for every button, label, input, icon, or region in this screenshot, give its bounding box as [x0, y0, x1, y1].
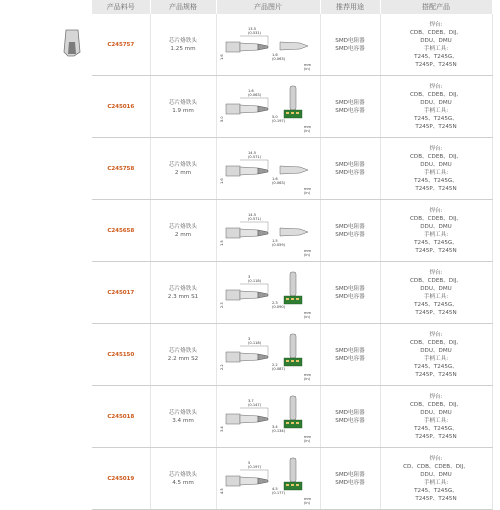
table-row: [92, 14, 492, 76]
usage-cell: [320, 14, 380, 76]
dimension-value-2-in: (0.177): [272, 490, 286, 495]
dimension-value-1-in: (0.118): [248, 278, 262, 283]
compatible-item: 手柄工具:: [423, 45, 449, 52]
compatible-item: DDU、DMU: [420, 471, 452, 478]
header-picture: 产品图片: [216, 0, 320, 14]
smd-pad: [286, 298, 289, 300]
table-header-row: [92, 0, 492, 14]
usage-item: SMD电容器: [335, 417, 365, 424]
smd-pad: [286, 484, 289, 486]
dimension-value-2: 2.3: [272, 300, 278, 305]
product-drawing-cell: [216, 386, 320, 448]
product-drawing-cell: [216, 14, 320, 76]
tip-shaft: [240, 477, 258, 485]
usage-cell: [320, 138, 380, 200]
tip-drawing: [218, 264, 318, 322]
usage-item: SMD电阻器: [335, 99, 365, 106]
spec-name: 芯片烙铁头: [169, 161, 197, 168]
tip-drawing: [218, 16, 318, 74]
compatible-item: T245、T245G、: [414, 425, 458, 432]
tip-shaft: [240, 105, 258, 113]
dimension-value-2: 1.6: [272, 52, 278, 57]
compatible-item: T245P、T245N: [415, 371, 457, 378]
spec-name: 芯片烙铁头: [169, 409, 197, 416]
dimension-value-2-in: (0.059): [272, 242, 286, 247]
unit-mm: mm: [304, 434, 312, 439]
tip-end: [258, 354, 268, 360]
spec-cell: [150, 14, 216, 76]
compatible-item: CDB、CDEB、DIJ、: [409, 91, 463, 98]
compatible-item: T245、T245G、: [414, 487, 458, 494]
tip-drawing: [218, 450, 318, 508]
dimension-value-1: 1.6: [248, 88, 254, 93]
table-row: [92, 138, 492, 200]
compatible-item: DDU、DMU: [420, 99, 452, 106]
spec-size: 4.5 mm: [172, 479, 194, 486]
part-number: C245658: [92, 200, 150, 262]
tip-detail: [280, 166, 308, 174]
tip-shaft: [240, 43, 258, 51]
cartridge-body: [226, 228, 240, 238]
compatible-item: DDU、DMU: [420, 37, 452, 44]
spec-cell: [150, 138, 216, 200]
compatible-item: T245P、T245N: [415, 247, 457, 254]
smd-pad: [291, 112, 294, 114]
header-part-number: 产品料号: [92, 0, 150, 14]
part-number: C245017: [92, 262, 150, 324]
usage-item: SMD电容器: [335, 231, 365, 238]
tip-end: [258, 478, 268, 484]
spec-size: 2 mm: [174, 169, 192, 176]
spec-name: 芯片烙铁头: [169, 471, 197, 478]
compatible-item: CDB、CDEB、DIJ、: [409, 277, 463, 284]
cartridge-body: [226, 352, 240, 362]
compatible-item: 焊台:: [429, 21, 443, 28]
dimension-value-1: 5: [248, 460, 251, 465]
unit-mm: mm: [304, 124, 312, 129]
compatible-item: CDB、CDEB、DIJ、: [409, 215, 463, 222]
dimension-value-2-in: (0.063): [272, 56, 286, 61]
spec-cell: [150, 200, 216, 262]
compatible-cell: [380, 262, 492, 324]
unit-in: (in): [304, 438, 311, 443]
dimension-value-1-in: (0.197): [248, 464, 262, 469]
tip-drawing: [218, 202, 318, 260]
unit-in: (in): [304, 128, 311, 133]
unit-in: (in): [304, 252, 311, 257]
usage-item: SMD电阻器: [335, 37, 365, 44]
compatible-item: T245P、T245N: [415, 433, 457, 440]
unit-mm: mm: [304, 248, 312, 253]
product-drawing-cell: [216, 200, 320, 262]
compatible-item: DDU、DMU: [420, 223, 452, 230]
side-dimension: 2.3: [220, 301, 224, 308]
tip-detail: [280, 228, 308, 236]
dimension-value-1-in: (0.118): [248, 340, 262, 345]
dimension-value-1-in: (0.531): [248, 30, 262, 35]
tip-shaft: [240, 291, 258, 299]
spec-cell: [150, 448, 216, 510]
cartridge-body: [226, 476, 240, 486]
usage-item: SMD电阻器: [335, 285, 365, 292]
usage-cell: [320, 324, 380, 386]
unit-in: (in): [304, 190, 311, 195]
smd-pad: [291, 360, 294, 362]
product-spec-table: [92, 0, 493, 510]
compatible-item: 手柄工具:: [423, 417, 449, 424]
compatible-item: 焊台:: [429, 455, 443, 462]
compatible-item: CDB、CDEB、DIJ、: [409, 401, 463, 408]
usage-item: SMD电阻器: [335, 409, 365, 416]
spec-name: 芯片烙铁头: [169, 37, 197, 44]
unit-mm: mm: [304, 186, 312, 191]
usage-item: SMD电容器: [335, 107, 365, 114]
side-dimension: 1.6: [220, 53, 224, 60]
dimension-value-2-in: (0.087): [272, 366, 286, 371]
part-number: C245018: [92, 386, 150, 448]
compatible-item: 焊台:: [429, 145, 443, 152]
product-drawing-cell: [216, 138, 320, 200]
header-usage: 推荐用途: [320, 0, 380, 14]
usage-cell: [320, 262, 380, 324]
cartridge-body: [226, 414, 240, 424]
part-number: C245016: [92, 76, 150, 138]
compatible-item: 焊台:: [429, 269, 443, 276]
table-row: [92, 262, 492, 324]
dimension-value-1: 3.7: [248, 398, 254, 403]
header-compatible: 搭配产品: [380, 0, 492, 14]
compatible-item: T245、T245G、: [414, 53, 458, 60]
compatible-cell: [380, 76, 492, 138]
usage-item: SMD电容器: [335, 293, 365, 300]
usage-item: SMD电容器: [335, 355, 365, 362]
dimension-value-1-in: (0.571): [248, 216, 262, 221]
usage-cell: [320, 200, 380, 262]
tip-shaft: [240, 167, 258, 175]
dimension-value-2: 1.5: [272, 238, 278, 243]
tip-end: [258, 106, 268, 112]
compatible-item: T245、T245G、: [414, 115, 458, 122]
tip-drawing: [218, 140, 318, 198]
tip-vertical: [290, 396, 296, 420]
tip-end: [258, 44, 268, 50]
tip-drawing: [218, 388, 318, 446]
thumbnail-column: [0, 0, 92, 500]
compatible-cell: [380, 200, 492, 262]
usage-item: SMD电阻器: [335, 223, 365, 230]
dimension-value-2-in: (0.063): [272, 180, 286, 185]
cartridge-body: [226, 290, 240, 300]
compatible-item: T245P、T245N: [415, 185, 457, 192]
unit-in: (in): [304, 66, 311, 71]
side-dimension: 1.6: [220, 177, 224, 184]
product-drawing-cell: [216, 262, 320, 324]
spec-cell: [150, 76, 216, 138]
compatible-item: T245、T245G、: [414, 301, 458, 308]
smd-pad: [296, 298, 299, 300]
tip-vertical: [290, 334, 296, 358]
compatible-item: T245P、T245N: [415, 123, 457, 130]
side-dimension: 4.5: [220, 487, 224, 494]
compatible-cell: [380, 14, 492, 76]
compatible-item: T245P、T245N: [415, 309, 457, 316]
table-row: [92, 76, 492, 138]
dimension-value-2-in: (0.197): [272, 118, 286, 123]
usage-item: SMD电容器: [335, 479, 365, 486]
smd-pad: [296, 484, 299, 486]
part-number: C245019: [92, 448, 150, 510]
dimension-value-1: 14.5: [248, 150, 257, 155]
compatible-item: 焊台:: [429, 393, 443, 400]
spec-name: 芯片烙铁头: [169, 285, 197, 292]
smd-pad: [286, 360, 289, 362]
dimension-value-2: 4.5: [272, 486, 278, 491]
usage-cell: [320, 448, 380, 510]
tip-shaft: [240, 229, 258, 237]
tip-end: [258, 168, 268, 174]
smd-pad: [296, 360, 299, 362]
side-dimension: 1.5: [220, 239, 224, 246]
dimension-value-2: 1.6: [272, 176, 278, 181]
compatible-cell: [380, 448, 492, 510]
unit-mm: mm: [304, 310, 312, 315]
dimension-value-1-in: (0.571): [248, 154, 262, 159]
unit-mm: mm: [304, 372, 312, 377]
compatible-item: DDU、DMU: [420, 285, 452, 292]
side-dimension: 2.2: [220, 363, 224, 370]
tip-end: [258, 230, 268, 236]
dimension-value-1-in: (0.147): [248, 402, 262, 407]
spec-size: 1.25 mm: [170, 45, 196, 52]
smd-pad: [296, 112, 299, 114]
table-row: [92, 200, 492, 262]
unit-mm: mm: [304, 62, 312, 67]
tip-vertical: [290, 458, 296, 482]
compatible-item: DDU、DMU: [420, 409, 452, 416]
spec-name: 芯片烙铁头: [169, 347, 197, 354]
table-row: [92, 448, 492, 510]
unit-mm: mm: [304, 496, 312, 501]
usage-cell: [320, 76, 380, 138]
compatible-item: 手柄工具:: [423, 355, 449, 362]
compatible-item: 焊台:: [429, 207, 443, 214]
dimension-value-2-in: (0.090): [272, 304, 286, 309]
smd-pad: [296, 422, 299, 424]
compatible-item: 手柄工具:: [423, 107, 449, 114]
part-number: C245150: [92, 324, 150, 386]
compatible-item: 焊台:: [429, 83, 443, 90]
compatible-cell: [380, 386, 492, 448]
unit-in: (in): [304, 500, 311, 505]
cartridge-body: [226, 42, 240, 52]
tip-detail: [280, 42, 308, 50]
compatible-item: T245、T245G、: [414, 177, 458, 184]
tip-drawing: [218, 78, 318, 136]
table-row: [92, 386, 492, 448]
compatible-item: DDU、DMU: [420, 161, 452, 168]
dimension-value-1: 3: [248, 336, 251, 341]
spec-size: 2 mm: [174, 231, 192, 238]
unit-in: (in): [304, 376, 311, 381]
compatible-item: 手柄工具:: [423, 479, 449, 486]
tip-drawing: [218, 326, 318, 384]
usage-item: SMD电阻器: [335, 471, 365, 478]
compatible-item: DDU、DMU: [420, 347, 452, 354]
compatible-item: CD、CDB、CDEB、DIJ、: [403, 463, 469, 470]
table-row: [92, 324, 492, 386]
usage-cell: [320, 386, 380, 448]
product-drawing-cell: [216, 324, 320, 386]
tip-shaft: [240, 353, 258, 361]
tip-vertical: [290, 86, 296, 110]
cartridge-body: [226, 104, 240, 114]
spec-name: 芯片烙铁头: [169, 99, 197, 106]
compatible-cell: [380, 138, 492, 200]
tip-end: [258, 292, 268, 298]
smd-pad: [286, 112, 289, 114]
compatible-item: T245P、T245N: [415, 61, 457, 68]
compatible-item: T245、T245G、: [414, 239, 458, 246]
side-dimension: 5.0: [220, 115, 224, 122]
dimension-value-1: 13.5: [248, 26, 257, 31]
usage-item: SMD电阻器: [335, 347, 365, 354]
part-number: C245758: [92, 138, 150, 200]
smd-pad: [286, 422, 289, 424]
compatible-item: 手柄工具:: [423, 169, 449, 176]
tip-shaft: [240, 415, 258, 423]
spec-size: 3.4 mm: [172, 417, 194, 424]
usage-item: SMD电容器: [335, 45, 365, 52]
product-drawing-cell: [216, 448, 320, 510]
compatible-item: T245P、T245N: [415, 495, 457, 502]
spec-size: 2.2 mm S2: [167, 355, 199, 362]
dimension-value-2: 2.2: [272, 362, 278, 367]
spec-name: 芯片烙铁头: [169, 223, 197, 230]
compatible-item: 焊台:: [429, 331, 443, 338]
part-number: C245757: [92, 14, 150, 76]
dimension-value-2: 3.4: [272, 424, 278, 429]
tip-thumbnail-icon: [60, 28, 84, 58]
spec-size: 2.3 mm S1: [167, 293, 199, 300]
cartridge-body: [226, 166, 240, 176]
dimension-value-2: 5.0: [272, 114, 278, 119]
product-drawing-cell: [216, 76, 320, 138]
dimension-value-2-in: (0.134): [272, 428, 286, 433]
smd-pad: [291, 298, 294, 300]
compatible-item: CDB、CDEB、DIJ、: [409, 153, 463, 160]
compatible-item: CDB、CDEB、DIJ、: [409, 339, 463, 346]
compatible-item: T245、T245G、: [414, 363, 458, 370]
side-dimension: 3.4: [220, 425, 224, 432]
unit-in: (in): [304, 314, 311, 319]
spec-cell: [150, 386, 216, 448]
compatible-item: 手柄工具:: [423, 231, 449, 238]
compatible-item: CDB、CDEB、DIJ、: [409, 29, 463, 36]
dimension-value-1-in: (0.063): [248, 92, 262, 97]
dimension-value-1: 3: [248, 274, 251, 279]
smd-pad: [291, 484, 294, 486]
tip-vertical: [290, 272, 296, 296]
smd-pad: [291, 422, 294, 424]
compatible-cell: [380, 324, 492, 386]
dimension-value-1: 14.5: [248, 212, 257, 217]
compatible-item: 手柄工具:: [423, 293, 449, 300]
spec-cell: [150, 324, 216, 386]
spec-size: 1.9 mm: [172, 107, 194, 114]
header-spec: 产品规格: [150, 0, 216, 14]
usage-item: SMD电阻器: [335, 161, 365, 168]
usage-item: SMD电容器: [335, 169, 365, 176]
tip-end: [258, 416, 268, 422]
spec-cell: [150, 262, 216, 324]
